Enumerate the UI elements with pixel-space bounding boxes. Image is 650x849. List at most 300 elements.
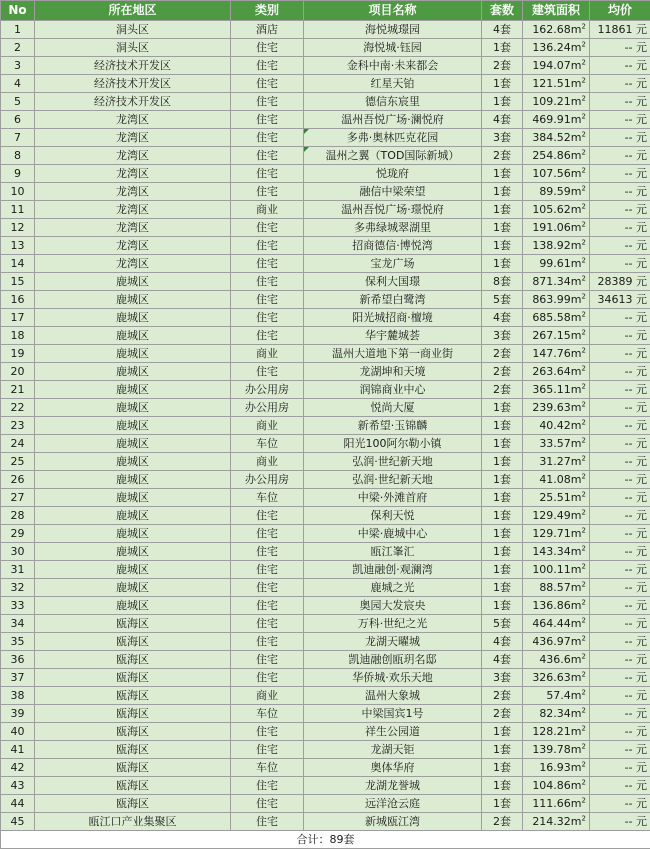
units-cell: 1套 bbox=[482, 597, 523, 615]
district-cell: 鹿城区 bbox=[35, 561, 231, 579]
avg-price-cell: -- 元 bbox=[590, 129, 650, 147]
table-row bbox=[1, 813, 650, 831]
table-row bbox=[1, 219, 650, 237]
table-row bbox=[1, 525, 650, 543]
units-cell: 1套 bbox=[482, 237, 523, 255]
table-row bbox=[1, 291, 650, 309]
floor-area-cell: $384.52m^2$ bbox=[523, 129, 590, 147]
floor-area-cell: $57.4m^2$ bbox=[523, 687, 590, 705]
floor-area-cell: $129.49m^2$ bbox=[523, 507, 590, 525]
category-cell: 住宅 bbox=[231, 561, 304, 579]
area-unit-superscript: 2 bbox=[582, 148, 586, 156]
row-no-cell: 19 bbox=[1, 345, 35, 363]
district-cell: 鹿城区 bbox=[35, 489, 231, 507]
district-cell: 鹿城区 bbox=[35, 291, 231, 309]
project-name-cell: 龙湖天曜城 bbox=[304, 633, 482, 651]
category-cell: 住宅 bbox=[231, 237, 304, 255]
floor-area-cell: $326.63m^2$ bbox=[523, 669, 590, 687]
header-project-name: 项目名称 bbox=[304, 1, 482, 21]
area-unit-superscript: 2 bbox=[582, 220, 586, 228]
district-cell: 龙湾区 bbox=[35, 183, 231, 201]
units-cell: 1套 bbox=[482, 507, 523, 525]
row-no-cell: 7 bbox=[1, 129, 35, 147]
floor-area-cell: $111.66m^2$ bbox=[523, 795, 590, 813]
project-name-cell: 奥园大发宸央 bbox=[304, 597, 482, 615]
floor-area-cell: $191.06m^2$ bbox=[523, 219, 590, 237]
area-unit-superscript: 2 bbox=[582, 688, 586, 696]
units-cell: 1套 bbox=[482, 201, 523, 219]
area-unit-superscript: 2 bbox=[582, 256, 586, 264]
project-name-cell: 润锦商业中心 bbox=[304, 381, 482, 399]
units-cell: 4套 bbox=[482, 651, 523, 669]
category-cell: 办公用房 bbox=[231, 381, 304, 399]
area-unit-superscript: 2 bbox=[582, 580, 586, 588]
project-name-cell: 温州大象城 bbox=[304, 687, 482, 705]
units-cell: 1套 bbox=[482, 759, 523, 777]
project-name-cell: 融信中梁荣望 bbox=[304, 183, 482, 201]
row-no-cell: 33 bbox=[1, 597, 35, 615]
district-cell: 鹿城区 bbox=[35, 543, 231, 561]
project-name-cell: 万科·世纪之光 bbox=[304, 615, 482, 633]
district-cell: 瓯海区 bbox=[35, 777, 231, 795]
row-no-cell: 31 bbox=[1, 561, 35, 579]
avg-price-cell: -- 元 bbox=[590, 237, 650, 255]
row-no-cell: 11 bbox=[1, 201, 35, 219]
avg-price-cell: -- 元 bbox=[590, 381, 650, 399]
project-name-cell: 温州大道地下第一商业街 bbox=[304, 345, 482, 363]
district-cell: 龙湾区 bbox=[35, 129, 231, 147]
area-unit-superscript: 2 bbox=[582, 22, 586, 30]
units-cell: 1套 bbox=[482, 75, 523, 93]
avg-price-cell: -- 元 bbox=[590, 741, 650, 759]
floor-area-cell: $129.71m^2$ bbox=[523, 525, 590, 543]
table-row bbox=[1, 795, 650, 813]
table-row bbox=[1, 75, 650, 93]
units-cell: 4套 bbox=[482, 633, 523, 651]
table-row bbox=[1, 39, 650, 57]
floor-area-cell: $99.61m^2$ bbox=[523, 255, 590, 273]
category-cell: 住宅 bbox=[231, 183, 304, 201]
header-category: 类别 bbox=[231, 1, 304, 21]
category-cell: 住宅 bbox=[231, 309, 304, 327]
area-unit-superscript: 2 bbox=[582, 76, 586, 84]
floor-area-cell: $104.86m^2$ bbox=[523, 777, 590, 795]
area-unit-superscript: 2 bbox=[582, 112, 586, 120]
units-cell: 2套 bbox=[482, 363, 523, 381]
header-row bbox=[1, 1, 650, 21]
units-cell: 1套 bbox=[482, 723, 523, 741]
project-name-cell: 凯迪融创·观澜湾 bbox=[304, 561, 482, 579]
row-no-cell: 24 bbox=[1, 435, 35, 453]
project-name-cell: 阳光100阿尔勒小镇 bbox=[304, 435, 482, 453]
table-body bbox=[1, 21, 650, 831]
category-cell: 住宅 bbox=[231, 255, 304, 273]
district-cell: 瓯海区 bbox=[35, 615, 231, 633]
cell-comment-marker-icon bbox=[304, 129, 309, 134]
avg-price-cell: -- 元 bbox=[590, 111, 650, 129]
header-floor-area: 建筑面积 bbox=[523, 1, 590, 21]
avg-price-cell: -- 元 bbox=[590, 453, 650, 471]
avg-price-cell: -- 元 bbox=[590, 147, 650, 165]
avg-price-cell: -- 元 bbox=[590, 651, 650, 669]
row-no-cell: 16 bbox=[1, 291, 35, 309]
avg-price-cell: -- 元 bbox=[590, 723, 650, 741]
district-cell: 瓯海区 bbox=[35, 723, 231, 741]
project-name-cell: 悦珑府 bbox=[304, 165, 482, 183]
area-unit-superscript: 2 bbox=[582, 400, 586, 408]
avg-price-cell: -- 元 bbox=[590, 561, 650, 579]
avg-price-cell: -- 元 bbox=[590, 795, 650, 813]
avg-price-cell: 11861 元 bbox=[590, 21, 650, 39]
area-unit-superscript: 2 bbox=[582, 472, 586, 480]
units-cell: 5套 bbox=[482, 615, 523, 633]
district-cell: 洞头区 bbox=[35, 21, 231, 39]
project-name-cell: 祥生公园道 bbox=[304, 723, 482, 741]
category-cell: 商业 bbox=[231, 453, 304, 471]
project-name-cell: 华宇麓城荟 bbox=[304, 327, 482, 345]
floor-area-cell: $109.21m^2$ bbox=[523, 93, 590, 111]
area-unit-superscript: 2 bbox=[582, 202, 586, 210]
project-name-cell: 新希望白鹭湾 bbox=[304, 291, 482, 309]
area-unit-superscript: 2 bbox=[582, 706, 586, 714]
row-no-cell: 43 bbox=[1, 777, 35, 795]
district-cell: 龙湾区 bbox=[35, 201, 231, 219]
project-name-cell: 龙湖龙誉城 bbox=[304, 777, 482, 795]
row-no-cell: 45 bbox=[1, 813, 35, 831]
table-row bbox=[1, 471, 650, 489]
table-row bbox=[1, 759, 650, 777]
row-no-cell: 26 bbox=[1, 471, 35, 489]
table-row bbox=[1, 489, 650, 507]
table-row bbox=[1, 111, 650, 129]
floor-area-cell: $863.99m^2$ bbox=[523, 291, 590, 309]
avg-price-cell: -- 元 bbox=[590, 525, 650, 543]
category-cell: 住宅 bbox=[231, 165, 304, 183]
floor-area-cell: $871.34m^2$ bbox=[523, 273, 590, 291]
area-unit-superscript: 2 bbox=[582, 418, 586, 426]
project-name-cell: 阳光城招商·檀境 bbox=[304, 309, 482, 327]
category-cell: 住宅 bbox=[231, 723, 304, 741]
units-cell: 1套 bbox=[482, 543, 523, 561]
units-cell: 1套 bbox=[482, 741, 523, 759]
floor-area-cell: $267.15m^2$ bbox=[523, 327, 590, 345]
project-name-cell: 中梁·鹿城中心 bbox=[304, 525, 482, 543]
floor-area-cell: $194.07m^2$ bbox=[523, 57, 590, 75]
project-name-cell: 远洋沧云庭 bbox=[304, 795, 482, 813]
avg-price-cell: -- 元 bbox=[590, 687, 650, 705]
row-no-cell: 6 bbox=[1, 111, 35, 129]
table-row bbox=[1, 615, 650, 633]
district-cell: 鹿城区 bbox=[35, 363, 231, 381]
table-row bbox=[1, 597, 650, 615]
avg-price-cell: -- 元 bbox=[590, 759, 650, 777]
category-cell: 住宅 bbox=[231, 111, 304, 129]
floor-area-cell: $107.56m^2$ bbox=[523, 165, 590, 183]
area-unit-superscript: 2 bbox=[582, 238, 586, 246]
category-cell: 住宅 bbox=[231, 219, 304, 237]
category-cell: 车位 bbox=[231, 489, 304, 507]
units-cell: 4套 bbox=[482, 309, 523, 327]
category-cell: 办公用房 bbox=[231, 471, 304, 489]
category-cell: 住宅 bbox=[231, 39, 304, 57]
table-row bbox=[1, 183, 650, 201]
category-cell: 车位 bbox=[231, 759, 304, 777]
floor-area-cell: $147.76m^2$ bbox=[523, 345, 590, 363]
table-row bbox=[1, 309, 650, 327]
area-unit-superscript: 2 bbox=[582, 184, 586, 192]
district-cell: 洞头区 bbox=[35, 39, 231, 57]
row-no-cell: 23 bbox=[1, 417, 35, 435]
units-cell: 2套 bbox=[482, 57, 523, 75]
area-unit-superscript: 2 bbox=[582, 166, 586, 174]
units-cell: 1套 bbox=[482, 579, 523, 597]
floor-area-cell: $239.63m^2$ bbox=[523, 399, 590, 417]
avg-price-cell: -- 元 bbox=[590, 399, 650, 417]
row-no-cell: 14 bbox=[1, 255, 35, 273]
units-cell: 1套 bbox=[482, 183, 523, 201]
row-no-cell: 21 bbox=[1, 381, 35, 399]
units-cell: 1套 bbox=[482, 219, 523, 237]
row-no-cell: 29 bbox=[1, 525, 35, 543]
floor-area-cell: $254.86m^2$ bbox=[523, 147, 590, 165]
area-unit-superscript: 2 bbox=[582, 382, 586, 390]
floor-area-cell: $89.59m^2$ bbox=[523, 183, 590, 201]
avg-price-cell: -- 元 bbox=[590, 471, 650, 489]
floor-area-cell: $162.68m^2$ bbox=[523, 21, 590, 39]
floor-area-cell: $263.64m^2$ bbox=[523, 363, 590, 381]
avg-price-cell: -- 元 bbox=[590, 165, 650, 183]
district-cell: 瓯海区 bbox=[35, 633, 231, 651]
header-no: No bbox=[1, 1, 35, 21]
district-cell: 龙湾区 bbox=[35, 237, 231, 255]
project-name-cell: 鹿城之光 bbox=[304, 579, 482, 597]
floor-area-cell: $136.24m^2$ bbox=[523, 39, 590, 57]
units-cell: 2套 bbox=[482, 147, 523, 165]
area-unit-superscript: 2 bbox=[582, 58, 586, 66]
units-cell: 1套 bbox=[482, 795, 523, 813]
units-cell: 1套 bbox=[482, 561, 523, 579]
floor-area-cell: $436.6m^2$ bbox=[523, 651, 590, 669]
table-row bbox=[1, 381, 650, 399]
floor-area-cell: $138.92m^2$ bbox=[523, 237, 590, 255]
row-no-cell: 8 bbox=[1, 147, 35, 165]
floor-area-cell: $128.21m^2$ bbox=[523, 723, 590, 741]
units-cell: 2套 bbox=[482, 705, 523, 723]
row-no-cell: 9 bbox=[1, 165, 35, 183]
category-cell: 住宅 bbox=[231, 741, 304, 759]
table-row bbox=[1, 579, 650, 597]
units-cell: 5套 bbox=[482, 291, 523, 309]
category-cell: 住宅 bbox=[231, 57, 304, 75]
area-unit-superscript: 2 bbox=[582, 598, 586, 606]
area-unit-superscript: 2 bbox=[582, 796, 586, 804]
district-cell: 鹿城区 bbox=[35, 381, 231, 399]
row-no-cell: 25 bbox=[1, 453, 35, 471]
avg-price-cell: 28389 元 bbox=[590, 273, 650, 291]
project-name-cell: 温州之翼（TOD国际新城） bbox=[304, 147, 482, 165]
area-unit-superscript: 2 bbox=[582, 562, 586, 570]
category-cell: 住宅 bbox=[231, 273, 304, 291]
row-no-cell: 38 bbox=[1, 687, 35, 705]
floor-area-cell: $105.62m^2$ bbox=[523, 201, 590, 219]
total-cell: 合计：89套 bbox=[1, 831, 650, 849]
avg-price-cell: -- 元 bbox=[590, 777, 650, 795]
category-cell: 商业 bbox=[231, 687, 304, 705]
district-cell: 经济技术开发区 bbox=[35, 75, 231, 93]
district-cell: 鹿城区 bbox=[35, 579, 231, 597]
avg-price-cell: -- 元 bbox=[590, 435, 650, 453]
area-unit-superscript: 2 bbox=[582, 346, 586, 354]
district-cell: 鹿城区 bbox=[35, 453, 231, 471]
row-no-cell: 5 bbox=[1, 93, 35, 111]
table-row bbox=[1, 255, 650, 273]
district-cell: 鹿城区 bbox=[35, 417, 231, 435]
category-cell: 商业 bbox=[231, 417, 304, 435]
category-cell: 住宅 bbox=[231, 579, 304, 597]
area-unit-superscript: 2 bbox=[582, 436, 586, 444]
table-row bbox=[1, 147, 650, 165]
table-row bbox=[1, 687, 650, 705]
table-row bbox=[1, 651, 650, 669]
row-no-cell: 30 bbox=[1, 543, 35, 561]
row-no-cell: 20 bbox=[1, 363, 35, 381]
table-row bbox=[1, 129, 650, 147]
avg-price-cell: -- 元 bbox=[590, 219, 650, 237]
area-unit-superscript: 2 bbox=[582, 490, 586, 498]
row-no-cell: 41 bbox=[1, 741, 35, 759]
units-cell: 4套 bbox=[482, 111, 523, 129]
area-unit-superscript: 2 bbox=[582, 328, 586, 336]
avg-price-cell: -- 元 bbox=[590, 39, 650, 57]
category-cell: 商业 bbox=[231, 345, 304, 363]
floor-area-cell: $100.11m^2$ bbox=[523, 561, 590, 579]
area-unit-superscript: 2 bbox=[582, 544, 586, 552]
category-cell: 住宅 bbox=[231, 525, 304, 543]
table-row bbox=[1, 543, 650, 561]
avg-price-cell: -- 元 bbox=[590, 705, 650, 723]
district-cell: 龙湾区 bbox=[35, 255, 231, 273]
units-cell: 2套 bbox=[482, 345, 523, 363]
category-cell: 酒店 bbox=[231, 21, 304, 39]
table-row bbox=[1, 399, 650, 417]
units-cell: 1套 bbox=[482, 489, 523, 507]
avg-price-cell: -- 元 bbox=[590, 75, 650, 93]
category-cell: 住宅 bbox=[231, 633, 304, 651]
table-row bbox=[1, 417, 650, 435]
floor-area-cell: $25.51m^2$ bbox=[523, 489, 590, 507]
project-name-cell: 龙湖天钜 bbox=[304, 741, 482, 759]
row-no-cell: 36 bbox=[1, 651, 35, 669]
units-cell: 1套 bbox=[482, 417, 523, 435]
units-cell: 3套 bbox=[482, 129, 523, 147]
avg-price-cell: -- 元 bbox=[590, 489, 650, 507]
units-cell: 3套 bbox=[482, 669, 523, 687]
category-cell: 住宅 bbox=[231, 669, 304, 687]
project-name-cell: 华侨城·欢乐天地 bbox=[304, 669, 482, 687]
area-unit-superscript: 2 bbox=[582, 40, 586, 48]
project-name-cell: 弘润·世纪新天地 bbox=[304, 471, 482, 489]
table-row bbox=[1, 165, 650, 183]
table-row bbox=[1, 363, 650, 381]
units-cell: 8套 bbox=[482, 273, 523, 291]
district-cell: 鹿城区 bbox=[35, 399, 231, 417]
avg-price-cell: -- 元 bbox=[590, 57, 650, 75]
project-name-cell: 弘润·世纪新天地 bbox=[304, 453, 482, 471]
area-unit-superscript: 2 bbox=[582, 130, 586, 138]
category-cell: 车位 bbox=[231, 435, 304, 453]
project-name-cell: 温州吾悦广场·澜悦府 bbox=[304, 111, 482, 129]
table-row bbox=[1, 561, 650, 579]
row-no-cell: 12 bbox=[1, 219, 35, 237]
area-unit-superscript: 2 bbox=[582, 508, 586, 516]
avg-price-cell: -- 元 bbox=[590, 417, 650, 435]
floor-area-cell: $33.57m^2$ bbox=[523, 435, 590, 453]
table-row bbox=[1, 669, 650, 687]
row-no-cell: 15 bbox=[1, 273, 35, 291]
category-cell: 住宅 bbox=[231, 363, 304, 381]
avg-price-cell: -- 元 bbox=[590, 579, 650, 597]
units-cell: 2套 bbox=[482, 381, 523, 399]
row-no-cell: 22 bbox=[1, 399, 35, 417]
floor-area-cell: $365.11m^2$ bbox=[523, 381, 590, 399]
district-cell: 经济技术开发区 bbox=[35, 57, 231, 75]
row-no-cell: 35 bbox=[1, 633, 35, 651]
category-cell: 办公用房 bbox=[231, 399, 304, 417]
project-name-cell: 新希望·玉锦麟 bbox=[304, 417, 482, 435]
table-row bbox=[1, 723, 650, 741]
district-cell: 龙湾区 bbox=[35, 219, 231, 237]
table-row bbox=[1, 327, 650, 345]
district-cell: 鹿城区 bbox=[35, 525, 231, 543]
category-cell: 住宅 bbox=[231, 507, 304, 525]
district-cell: 鹿城区 bbox=[35, 471, 231, 489]
district-cell: 经济技术开发区 bbox=[35, 93, 231, 111]
floor-area-cell: $464.44m^2$ bbox=[523, 615, 590, 633]
district-cell: 瓯江口产业集聚区 bbox=[35, 813, 231, 831]
units-cell: 1套 bbox=[482, 399, 523, 417]
table-row bbox=[1, 201, 650, 219]
row-no-cell: 44 bbox=[1, 795, 35, 813]
units-cell: 2套 bbox=[482, 687, 523, 705]
table-row bbox=[1, 453, 650, 471]
table-row bbox=[1, 21, 650, 39]
project-name-cell: 新城瓯江湾 bbox=[304, 813, 482, 831]
area-unit-superscript: 2 bbox=[582, 670, 586, 678]
area-unit-superscript: 2 bbox=[582, 454, 586, 462]
table-row bbox=[1, 93, 650, 111]
table-row bbox=[1, 435, 650, 453]
avg-price-cell: -- 元 bbox=[590, 183, 650, 201]
avg-price-cell: -- 元 bbox=[590, 327, 650, 345]
row-no-cell: 42 bbox=[1, 759, 35, 777]
area-unit-superscript: 2 bbox=[582, 364, 586, 372]
row-no-cell: 17 bbox=[1, 309, 35, 327]
floor-area-cell: $469.91m^2$ bbox=[523, 111, 590, 129]
total-row bbox=[1, 831, 650, 849]
row-no-cell: 1 bbox=[1, 21, 35, 39]
avg-price-cell: -- 元 bbox=[590, 255, 650, 273]
row-no-cell: 40 bbox=[1, 723, 35, 741]
category-cell: 住宅 bbox=[231, 651, 304, 669]
district-cell: 鹿城区 bbox=[35, 327, 231, 345]
row-no-cell: 32 bbox=[1, 579, 35, 597]
project-name-cell: 金科中南·未来都会 bbox=[304, 57, 482, 75]
project-name-cell: 保利天悦 bbox=[304, 507, 482, 525]
avg-price-cell: -- 元 bbox=[590, 615, 650, 633]
project-name-cell: 奥体华府 bbox=[304, 759, 482, 777]
row-no-cell: 18 bbox=[1, 327, 35, 345]
row-no-cell: 10 bbox=[1, 183, 35, 201]
